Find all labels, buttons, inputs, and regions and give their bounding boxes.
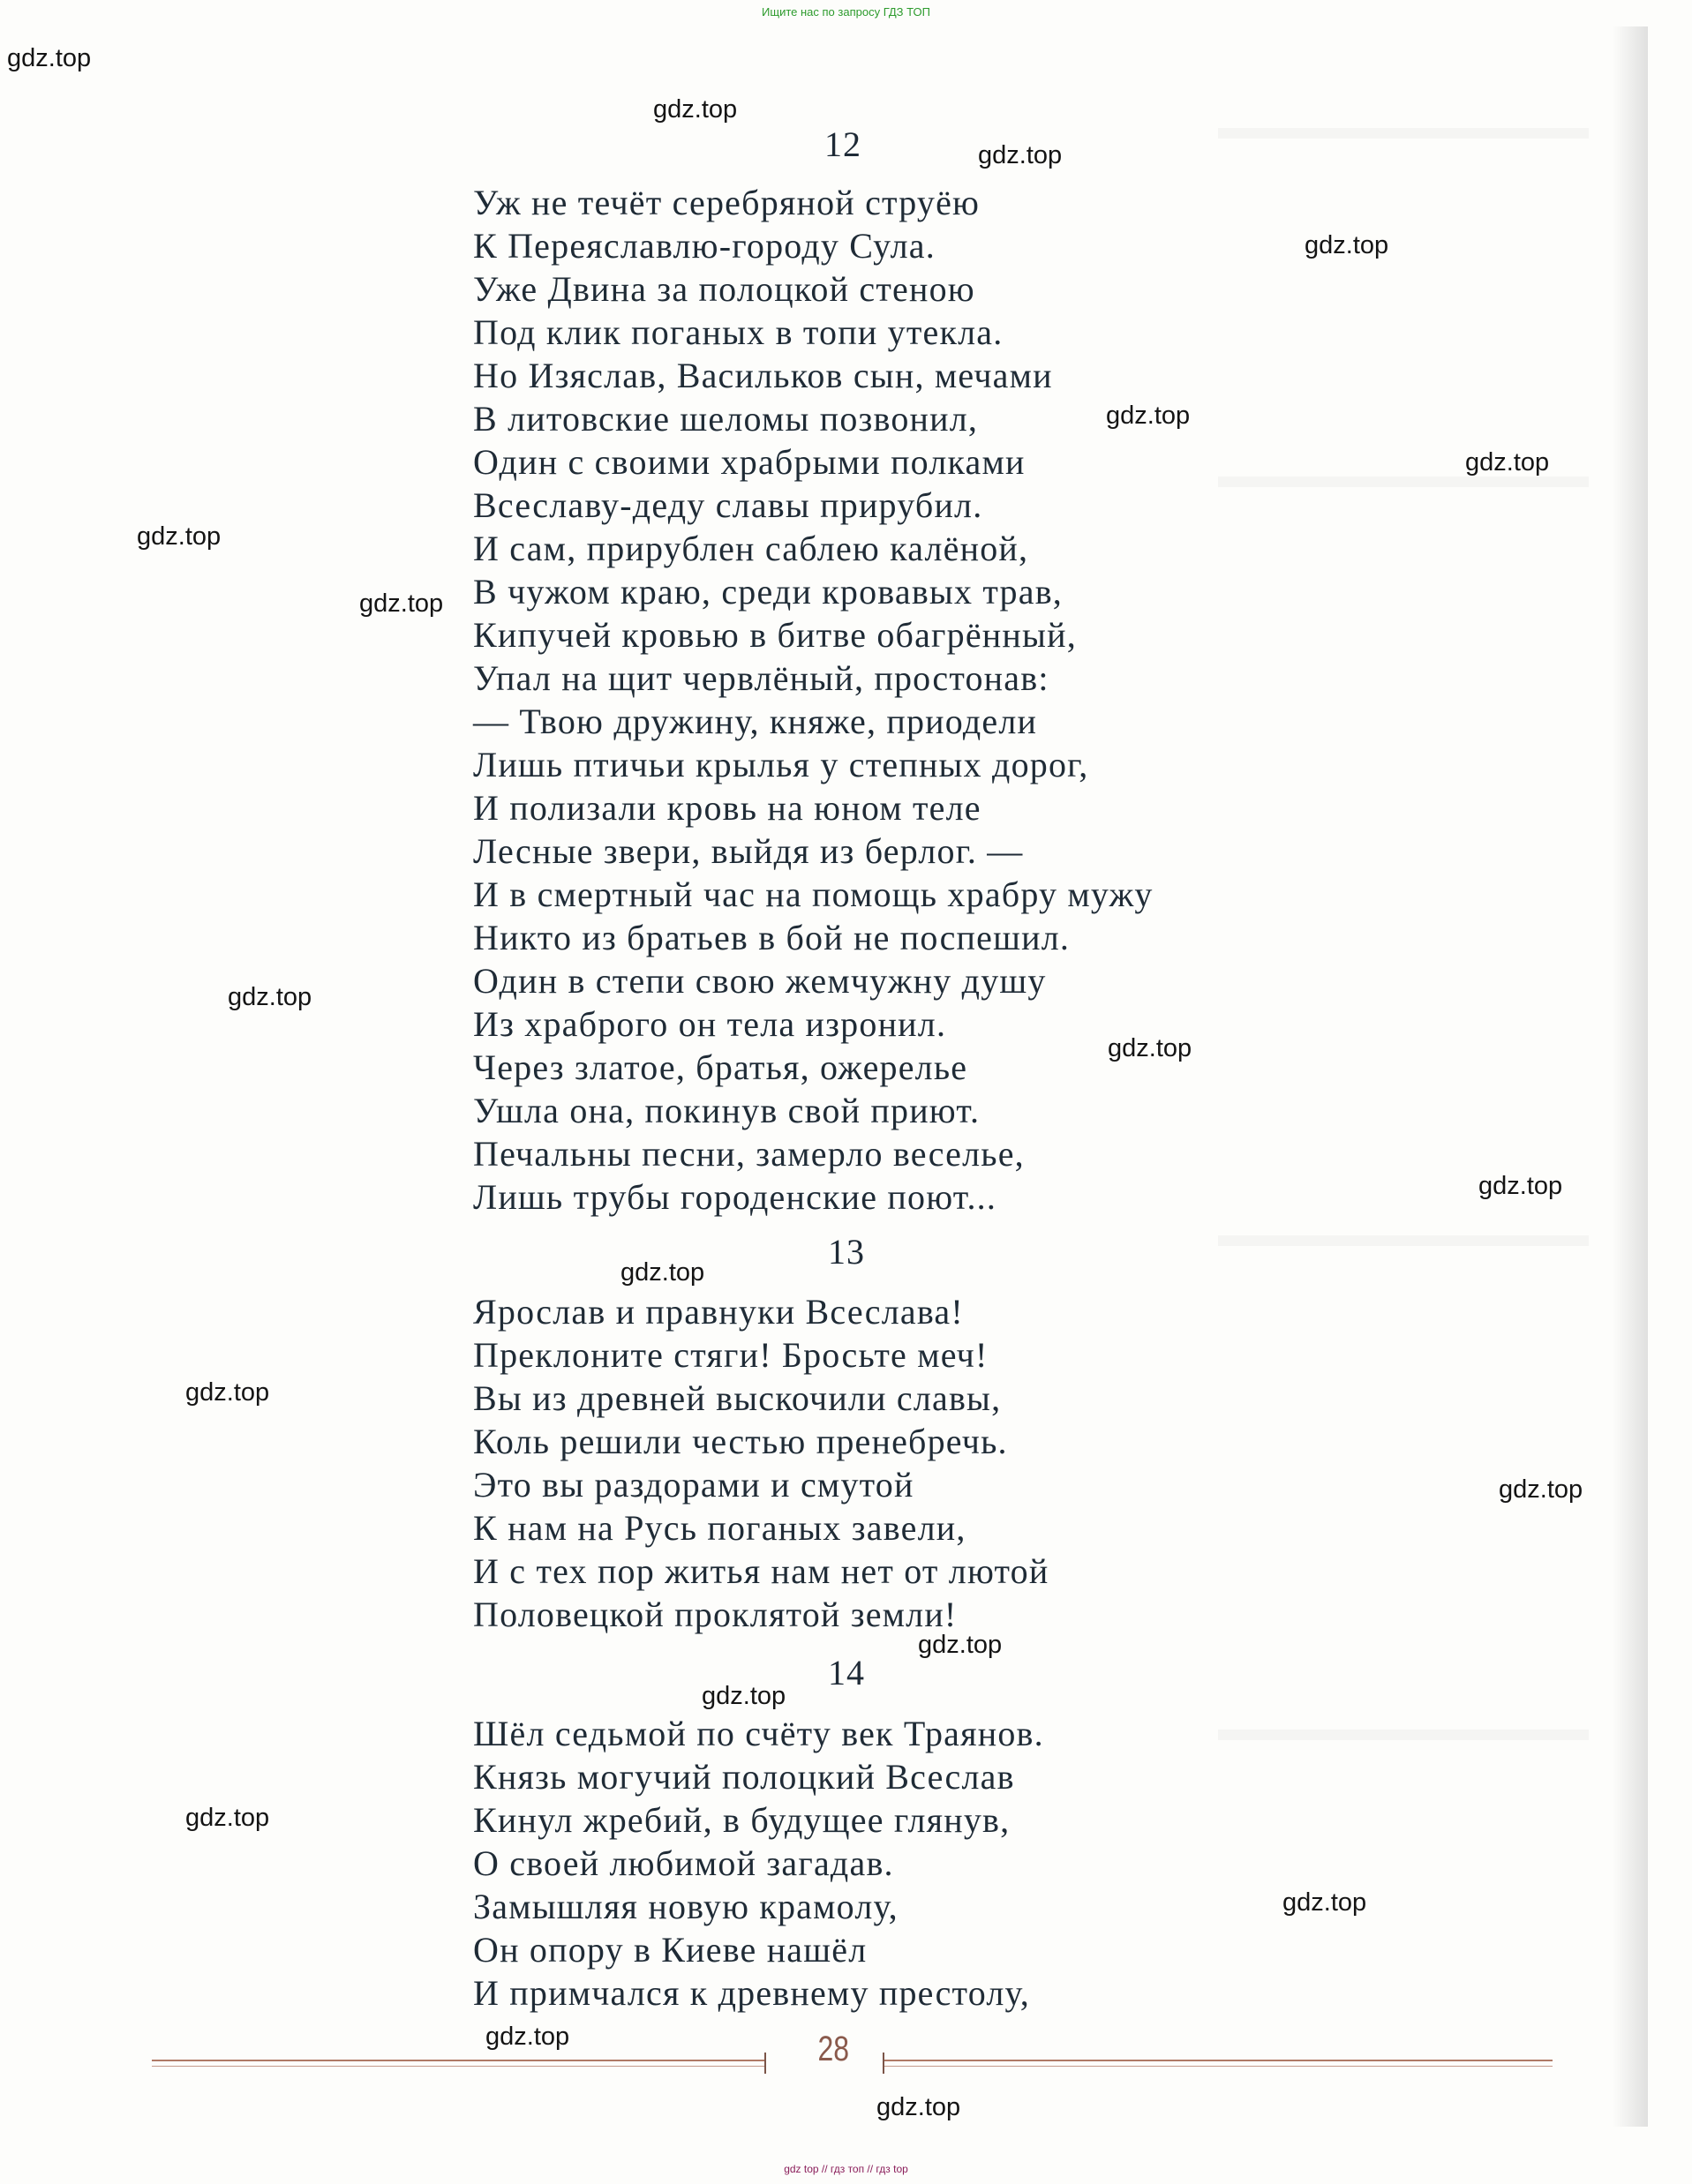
- verse-line: В чужом краю, среди кровавых трав,: [473, 572, 1063, 612]
- show-through-text: [1218, 477, 1589, 487]
- watermark: gdz.top: [228, 983, 312, 1011]
- page-number: 28: [817, 2030, 850, 2068]
- stanza-number-12: 12: [824, 124, 861, 164]
- watermark: gdz.top: [978, 141, 1063, 169]
- verse-line: Один с своими храбрыми полками: [473, 442, 1026, 482]
- stanza-14-lines: [473, 1712, 1044, 2015]
- verse-line: Печальны песни, замерло веселье,: [473, 1134, 1025, 1174]
- watermark: gdz.top: [359, 589, 444, 618]
- verse-line: Замышляя новую крамолу,: [473, 1887, 899, 1926]
- watermark: gdz.top: [1465, 448, 1550, 477]
- verse-line: Кипучей кровью в битве обагрённый,: [473, 615, 1077, 655]
- verse-line: Лишь птичьи крылья у степных дорог,: [473, 745, 1089, 784]
- watermark: gdz.top: [1106, 402, 1191, 430]
- watermark: gdz.top: [1305, 231, 1389, 259]
- verse-line: Кинул жребий, в будущее глянув,: [473, 1800, 1011, 1840]
- watermark: gdz.top: [185, 1804, 270, 1832]
- watermark: gdz.top: [876, 2093, 961, 2121]
- verse-line: Ушла она, покинув свой приют.: [473, 1091, 981, 1130]
- verse-line: И с тех пор житья нам нет от лютой: [473, 1551, 1049, 1591]
- stanza-13-lines: [473, 1290, 1049, 1636]
- watermark: gdz.top: [653, 95, 738, 124]
- verse-line: Ярослав и правнуки Всеслава!: [473, 1292, 964, 1332]
- verse-line: И примчался к древнему престолу,: [473, 1973, 1030, 2013]
- top-banner[interactable]: Ищите нас по запросу ГДЗ ТОП: [762, 5, 930, 19]
- bottom-banner[interactable]: gdz top // гдз топ // гдз top: [784, 2163, 908, 2175]
- verse-line: В литовские шеломы позвонил,: [473, 399, 979, 439]
- verse-line: Один в степи свою жемчужну душу: [473, 961, 1047, 1001]
- verse-line: Преклоните стяги! Бросьте меч!: [473, 1335, 989, 1375]
- verse-line: Это вы раздорами и смутой: [473, 1465, 914, 1505]
- watermark: gdz.top: [485, 2023, 570, 2051]
- watermark: gdz.top: [1499, 1475, 1583, 1504]
- verse-line: Упал на щит червлёный, простонав:: [473, 658, 1049, 698]
- footer-rule-right: [884, 2060, 1553, 2061]
- verse-line: Он опору в Киеве нашёл: [473, 1930, 868, 1970]
- footer-rule-left: [152, 2060, 765, 2061]
- verse-line: Лишь трубы городенские поют...: [473, 1177, 997, 1217]
- page-edge-shadow: [1613, 26, 1648, 2127]
- verse-line: Половецкой проклятой земли!: [473, 1595, 958, 1634]
- verse-line: Из храброго он тела изронил.: [473, 1004, 947, 1044]
- verse-line: О своей любимой загадав.: [473, 1843, 894, 1883]
- show-through-text: [1218, 1730, 1589, 1740]
- verse-line: Князь могучий полоцкий Всеслав: [473, 1757, 1015, 1797]
- show-through-text: [1218, 1235, 1589, 1246]
- verse-line: К Переяславлю-городу Сула.: [473, 226, 936, 266]
- verse-line: Уже Двина за полоцкой стеною: [473, 269, 975, 309]
- footer-rule-left: [152, 2066, 765, 2067]
- verse-line: Но Изяслав, Васильков сын, мечами: [473, 356, 1053, 395]
- footer-tick-right: [883, 2053, 884, 2074]
- verse-line: — Твою дружину, княже, приодели: [473, 702, 1038, 741]
- verse-line: И полизали кровь на юном теле: [473, 788, 981, 828]
- verse-line: Всеславу-деду славы прирубил.: [473, 485, 983, 525]
- watermark: gdz.top: [620, 1258, 705, 1287]
- watermark: gdz.top: [1282, 1888, 1367, 1917]
- verse-line: И сам, прирублен саблею калёной,: [473, 529, 1029, 568]
- stanza-number-13: 13: [828, 1232, 865, 1272]
- verse-line: Лесные звери, выйдя из берлог. —: [473, 831, 1024, 871]
- watermark: gdz.top: [702, 1682, 786, 1710]
- stanza-number-14: 14: [828, 1653, 865, 1692]
- watermark: gdz.top: [185, 1378, 270, 1407]
- verse-line: Шёл седьмой по счёту век Траянов.: [473, 1714, 1044, 1753]
- verse-line: Через златое, братья, ожерелье: [473, 1047, 968, 1087]
- watermark: gdz.top: [1478, 1172, 1563, 1200]
- footer-rule-right: [884, 2066, 1553, 2067]
- watermark: gdz.top: [1108, 1034, 1192, 1062]
- verse-line: Коль решили честью пренебречь.: [473, 1422, 1008, 1461]
- show-through-text: [1218, 128, 1589, 139]
- verse-line: Под клик поганых в топи утекла.: [473, 312, 1004, 352]
- watermark: gdz.top: [918, 1631, 1003, 1659]
- verse-line: Никто из братьев в бой не поспешил.: [473, 918, 1071, 957]
- watermark: gdz.top: [137, 522, 222, 551]
- verse-line: Вы из древней выскочили славы,: [473, 1378, 1002, 1418]
- verse-line: И в смертный час на помощь храбру мужу: [473, 874, 1154, 914]
- stanza-12-lines: [473, 181, 1154, 1219]
- watermark: gdz.top: [7, 44, 92, 72]
- verse-line: Уж не течёт серебряной струёю: [473, 183, 981, 222]
- footer-tick-left: [764, 2053, 766, 2074]
- verse-line: К нам на Русь поганых завели,: [473, 1508, 966, 1548]
